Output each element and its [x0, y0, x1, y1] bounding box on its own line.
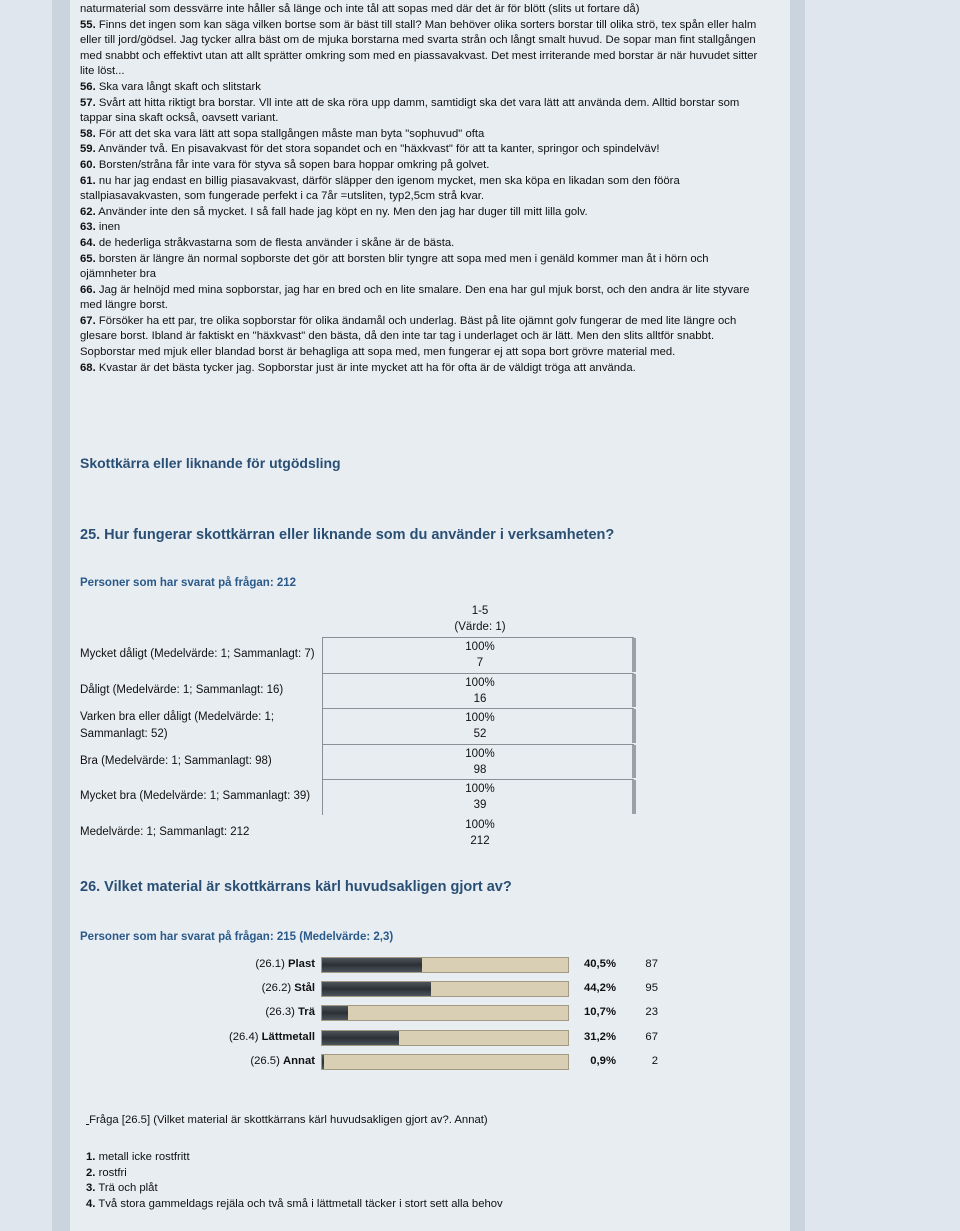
answer-item: [80, 236, 760, 252]
matrix-cell-count: 212: [470, 834, 490, 847]
answer-item: [80, 314, 760, 361]
matrix-cell: [440, 639, 520, 671]
bar-name: Annat: [282, 1054, 315, 1067]
matrix-cell-count: 98: [473, 763, 487, 776]
question-25-title: 25. Hur fungerar skottkärran eller liknande som du använder i verksamheten?: [80, 527, 615, 543]
open-answer-text: Två stora gammeldags rejäla och två små i lättmetall täcker i stort sett alla behov: [98, 1197, 503, 1210]
answer-number: 58.: [80, 127, 96, 140]
answer-text: inen: [98, 221, 121, 234]
open-answer-item: [86, 1181, 503, 1197]
answer-text: Ska vara långt skaft och slitstark: [98, 80, 261, 93]
matrix-cell: [440, 817, 520, 849]
answer-text: För att det ska vara lätt att sopa stallgången måste man byta "sophuvud" ofta: [98, 127, 485, 140]
open-answer-text: metall icke rostfritt: [98, 1151, 190, 1163]
matrix-cell-percent: 100%: [465, 641, 495, 653]
matrix-row-bar: [632, 780, 636, 814]
bar-count: 2: [651, 1054, 658, 1067]
open-answers-ref: 26.5: [124, 1114, 147, 1126]
answer-text: Svårt att hitta riktigt bra borstar. Vll inte att de ska röra upp damm, samtidigt ska det vara lätt att använda dem. Alltid borstar som tappar sina skaft också, oavsett variant.: [80, 96, 740, 125]
bar-track: [321, 957, 569, 973]
answer-item: [80, 18, 760, 80]
open-answers-title: [86, 1114, 488, 1126]
matrix-cell-count: 16: [473, 692, 487, 705]
answer-list: [80, 0, 760, 376]
matrix-row-bar: [632, 745, 636, 779]
open-answer-item: [86, 1166, 503, 1182]
matrix-cell-count: 39: [473, 799, 487, 811]
bar-percent: 31,2%: [583, 1030, 616, 1043]
answer-item: [80, 2, 760, 18]
open-answer-number: 3.: [86, 1182, 96, 1194]
answer-number: 60.: [80, 158, 96, 171]
question-26-title: 26. Vilket material är skottkärrans kärl huvudsakligen gjort av?: [80, 879, 512, 895]
open-answer-item: [86, 1197, 503, 1213]
bar-code: (26.2): [261, 982, 292, 995]
bar-track: [321, 981, 569, 997]
answer-item: [80, 174, 760, 205]
matrix-cell: [440, 781, 520, 813]
answer-number: 57.: [80, 96, 96, 109]
matrix-row-line: [322, 744, 634, 745]
matrix-row-label: Mycket bra (Medelvärde: 1; Sammanlagt: 39): [80, 790, 311, 803]
matrix-left-border: [322, 637, 323, 815]
matrix-row-line: [322, 673, 634, 674]
open-answers-suffix: ] (Vilket material är skottkärrans kärl huvudsakligen gjort av?. Annat): [146, 1114, 488, 1126]
answer-text: Använder inte den så mycket. I så fall hade jag köpt en ny. Men den jag har duger till mitt lilla golv.: [98, 205, 588, 218]
question-26-respondents: Personer som har svarat på frågan: 215 (Medelvärde: 2,3): [80, 931, 394, 943]
bar-percent: 0,9%: [590, 1054, 616, 1067]
answer-text: nu har jag endast en billig piasavakvast, därför släpper den igenom mycket, men ska köpa en likadan som den fööra stallpiasavakvasten, som fungerade perfekt i ca 7år =utsliten, typ2,5cm strå kvar.: [80, 174, 680, 203]
matrix-row-bar: [632, 638, 636, 672]
answer-text: Jag är helnöjd med mina sopborstar, jag har en bred och en lite smalare. Den ena har gul mjuk borst, och den andra är lite styvare med längre borst.: [80, 283, 750, 312]
bar-track: [321, 1005, 569, 1021]
open-answer-number: 4.: [86, 1197, 96, 1210]
answer-number: 55.: [80, 18, 96, 31]
bar-count: 95: [645, 982, 658, 995]
open-answer-item: [86, 1150, 503, 1166]
answer-text: borsten är längre än normal sopborste det gör att borsten blir tyngre att sopa med men i genäld kommer man åt i hörn och ojämnheter bra: [80, 252, 709, 281]
bar-fill: [322, 1031, 399, 1045]
bar-name: Trä: [298, 1006, 315, 1019]
open-answers-prefix: Fråga [: [89, 1114, 125, 1126]
bar-fill: [322, 1006, 348, 1020]
matrix-cell-percent: 100%: [465, 818, 495, 831]
section-heading: Skottkärra eller liknande för utgödsling: [80, 455, 341, 471]
answer-item: [80, 127, 760, 143]
matrix-row-bar: [632, 674, 636, 708]
matrix-row-label: Varken bra eller dåligt (Medelvärde: 1; Sammanlagt: 52): [80, 710, 275, 740]
matrix-cell: [440, 746, 520, 778]
bar-code: (26.1): [255, 958, 285, 970]
bar-fill: [322, 982, 431, 996]
matrix-cell-percent: 100%: [465, 783, 495, 795]
bar-percent: 44,2%: [583, 982, 616, 995]
bar-label: [255, 958, 315, 970]
open-answers-list: [86, 1150, 503, 1212]
bar-label: [229, 1031, 315, 1043]
answer-item: [80, 361, 760, 377]
answer-number: 68.: [80, 361, 96, 374]
answer-number: 63.: [80, 221, 96, 234]
answer-item: [80, 96, 760, 127]
answer-item: [80, 252, 760, 283]
answer-item: [80, 220, 760, 236]
bar-label: [265, 1006, 315, 1018]
answer-number: 64.: [80, 236, 96, 249]
bar-count: 87: [645, 958, 658, 970]
matrix-cell-percent: 100%: [465, 747, 495, 760]
bar-code: (26.5): [250, 1054, 280, 1067]
answer-item: [80, 158, 760, 174]
answer-item: [80, 283, 760, 314]
open-answer-number: 1.: [86, 1151, 96, 1163]
answer-text: de hederliga stråkvastarna som de flesta använder i skåne är de bästa.: [98, 236, 455, 249]
matrix-row-bar: [632, 709, 636, 743]
answer-number: 56.: [80, 80, 96, 93]
bar-label: [250, 1055, 315, 1067]
bar-count: 67: [645, 1030, 658, 1043]
answer-text: Försöker ha ett par, tre olika sopborstar för olika ändamål och underlag. Bäst på lite ojämnt golv fungerar de med lite längre och glesare borst. Ibland är faktiskt en "häxkvast" den bästa, då den inte tar tag i underlaget och är lätt. Men den slits alltför snabbt. Sopborstar med mjuk eller blandad borst är behagliga att sopa med, men fungerar ej att sopa bort grövre material med.: [80, 314, 737, 359]
matrix-column-subtitle: (Värde: 1): [454, 621, 506, 633]
bar-code: (26.4): [228, 1030, 259, 1043]
matrix-row-label: Medelvärde: 1; Sammanlagt: 212: [80, 825, 250, 838]
matrix-column-header: [440, 603, 520, 635]
answer-text: Borsten/stråna får inte vara för styva så sopen bara hoppar omkring på golvet.: [98, 158, 490, 171]
matrix-cell-count: 52: [473, 728, 487, 740]
bar-name: Plast: [287, 958, 315, 970]
matrix-cell-percent: 100%: [465, 676, 495, 689]
bar-code: (26.3): [265, 1006, 295, 1019]
answer-number: 66.: [80, 283, 96, 296]
matrix-cell: [440, 710, 520, 742]
answer-number: 61.: [80, 174, 96, 187]
matrix-row-label: Bra (Medelvärde: 1; Sammanlagt: 98): [80, 754, 272, 767]
answer-text: naturmaterial som dessvärre inte håller så länge och inte tål att sopas med där det är för blött (slits ut fortare då): [80, 3, 640, 15]
matrix-cell-percent: 100%: [465, 712, 495, 724]
open-answer-number: 2.: [86, 1166, 96, 1179]
matrix-column-title: 1-5: [471, 605, 489, 617]
matrix-row-line: [322, 708, 634, 709]
answer-number: 65.: [80, 252, 96, 265]
bar-label: [262, 982, 315, 994]
open-answer-text: Trä och plåt: [98, 1182, 158, 1194]
matrix-row-line: [322, 637, 634, 638]
matrix-row-label: Dåligt (Medelvärde: 1; Sammanlagt: 16): [80, 683, 284, 696]
bar-fill: [322, 958, 422, 972]
open-answer-text: rostfri: [98, 1166, 127, 1179]
answer-number: 59.: [80, 143, 96, 156]
answer-number: 62.: [80, 205, 96, 218]
bar-name: Stål: [294, 982, 315, 995]
answer-text: Finns det ingen som kan säga vilken bortse som är bäst till stall? Man behöver olika sorters borstar till olika strö, tex spån eller halm eller till jord/gödsel. Jag tycker allra bäst om de mjuka borstarna med svarta strån och långt smalt huvud. De sopar man fint stallgången med snabbt och effektivt utan att allt sprätter omkring som med en piassavakvast. Det mest irriterande med borstar är när huvudet sitter lite löst...: [80, 18, 758, 78]
answer-item: [80, 205, 760, 221]
answer-item: [80, 142, 760, 158]
bar-fill: [322, 1055, 324, 1069]
bar-track: [321, 1054, 569, 1070]
bar-name: Lättmetall: [261, 1030, 315, 1043]
matrix-cell: [440, 675, 520, 707]
question-25-respondents: Personer som har svarat på frågan: 212: [80, 577, 297, 589]
bar-percent: 10,7%: [583, 1006, 616, 1019]
matrix-row-label: Mycket dåligt (Medelvärde: 1; Sammanlagt: 7): [80, 648, 315, 661]
answer-text: Kvastar är det bästa tycker jag. Sopborstar just är inte mycket att ha för ofta är de väldigt tröga att använda.: [98, 361, 636, 374]
matrix-cell-count: 7: [476, 657, 484, 669]
answer-number: 67.: [80, 314, 96, 327]
matrix-row-line: [322, 779, 634, 780]
bar-track: [321, 1030, 569, 1046]
answer-text: Använder två. En pisavakvast för det stora sopandet och en "häxkvast" för att ta kanter, springor och spindelväv!: [98, 143, 660, 156]
bar-count: 23: [645, 1006, 658, 1019]
answer-item: [80, 80, 760, 96]
bar-percent: 40,5%: [583, 958, 616, 970]
